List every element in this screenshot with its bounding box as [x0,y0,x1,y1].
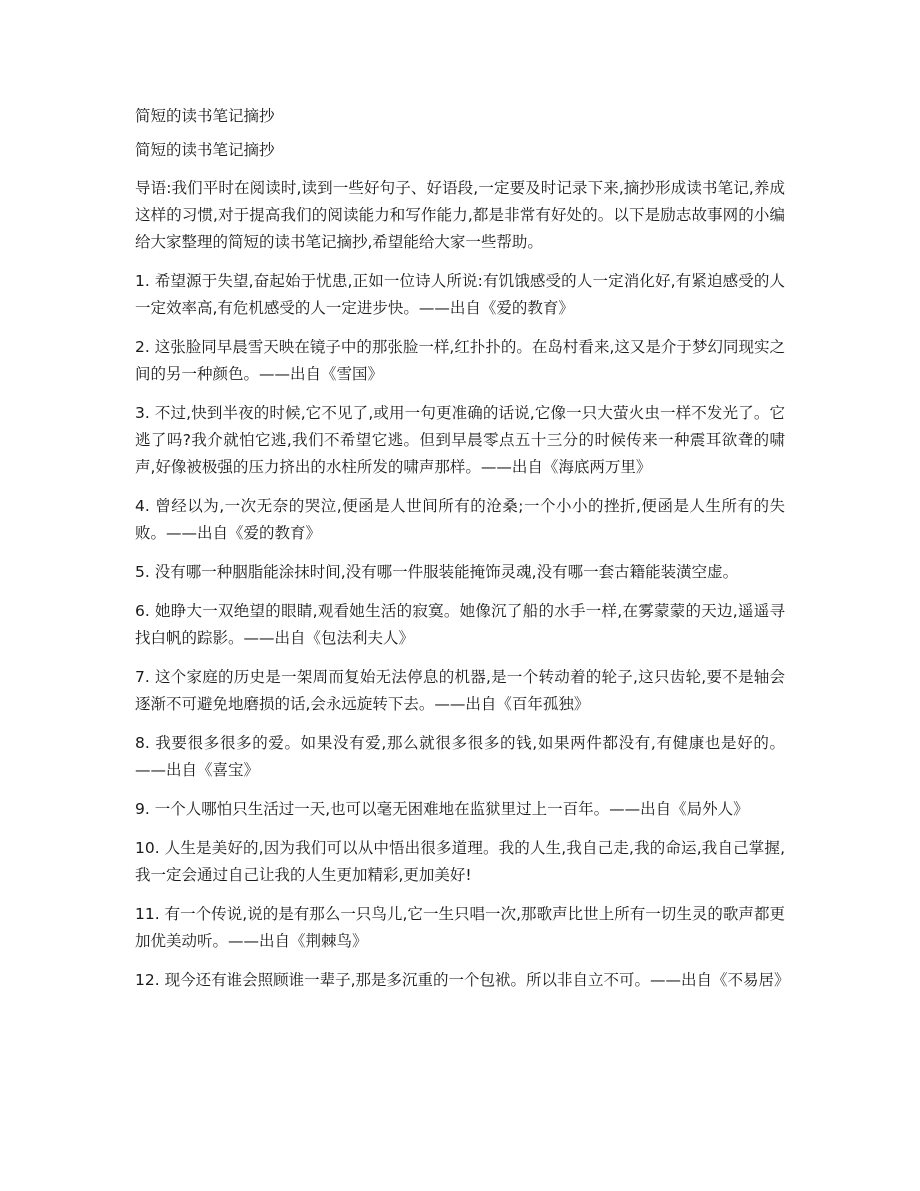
quote-item-1: 1. 希望源于失望,奋起始于忧患,正如一位诗人所说:有饥饿感受的人一定消化好,有紧迫感受的人一定效率高,有危机感受的人一定进步快。——出自《爱的教育》 [135,272,785,317]
quote-item-4: 4. 曾经以为,一次无奈的哭泣,便函是人世间所有的沧桑;一个小小的挫折,便函是人生所有的失败。——出自《爱的教育》 [135,497,785,542]
quote-item-9: 9. 一个人哪怕只生活过一天,也可以毫无困难地在监狱里过上一百年。——出自《局外人》 [135,800,749,818]
quote-item-2: 2. 这张脸同早晨雪天映在镜子中的那张脸一样,红扑扑的。在岛村看来,这又是介于梦幻同现实之间的另一种颜色。——出自《雪国》 [135,338,785,383]
document-subtitle: 简短的读书笔记摘抄 [135,141,275,159]
quote-item-5: 5. 没有哪一种胭脂能涂抹时间,没有哪一件服装能掩饰灵魂,没有哪一套古籍能装潢空虚。 [135,563,739,581]
document-title: 简短的读书笔记摘抄 [135,107,275,125]
document-body [135,103,790,1006]
quote-item-12: 12. 现今还有谁会照顾谁一辈子,那是多沉重的一个包袱。所以非自立不可。——出自《不易居》 [135,971,790,989]
quote-item-8: 8. 我要很多很多的爱。如果没有爱,那么就很多很多的钱,如果两件都没有,有健康也是好的。——出自《喜宝》 [135,734,785,779]
quote-item-6: 6. 她睁大一双绝望的眼睛,观看她生活的寂寞。她像沉了船的水手一样,在雾蒙蒙的天边,遥遥寻找白帆的踪影。——出自《包法利夫人》 [135,602,785,647]
quote-item-3: 3. 不过,快到半夜的时候,它不见了,或用一句更准确的话说,它像一只大萤火虫一样不发光了。它逃了吗?我介就怕它逃,我们不希望它逃。但到早晨零点五十三分的时候传来一种震耳欲聋的啸声,好像被极强的压力挤出的水柱所发的啸声那样。——出自《海底两万里》 [135,404,785,476]
quote-item-10: 10. 人生是美好的,因为我们可以从中悟出很多道理。我的人生,我自己走,我的命运,我自己掌握,我一定会通过自己让我的人生更加精彩,更加美好! [135,839,785,884]
quote-item-11: 11. 有一个传说,说的是有那么一只鸟儿,它一生只唱一次,那歌声比世上所有一切生灵的歌声都更加优美动听。——出自《荆棘鸟》 [135,905,785,950]
quote-item-7: 7. 这个家庭的历史是一架周而复始无法停息的机器,是一个转动着的轮子,这只齿轮,要不是轴会逐渐不可避免地磨损的话,会永远旋转下去。——出自《百年孤独》 [135,668,785,713]
intro-paragraph: 导语:我们平时在阅读时,读到一些好句子、好语段,一定要及时记录下来,摘抄形成读书笔记,养成这样的习惯,对于提高我们的阅读能力和写作能力,都是非常有好处的。以下是励志故事网的小编给大家整理的简短的读书笔记摘抄,希望能给大家一些帮助。 [135,179,785,251]
